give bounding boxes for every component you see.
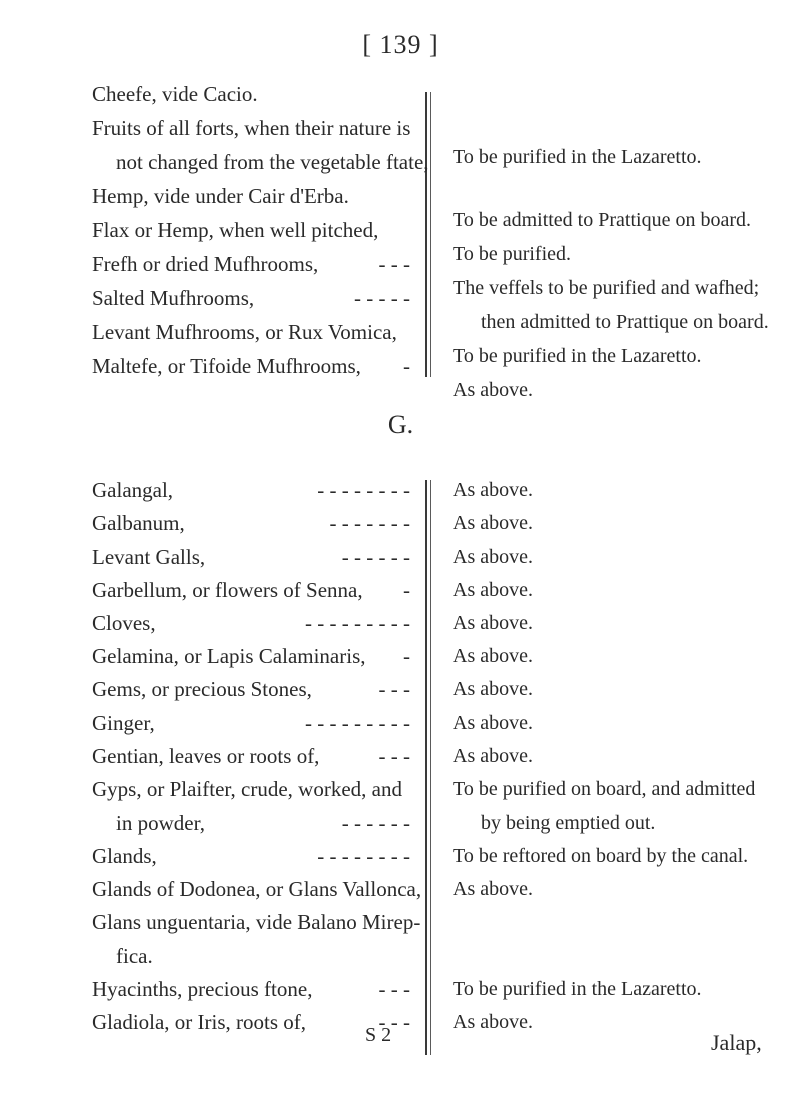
item-entry bbox=[92, 82, 410, 107]
item-entry bbox=[92, 286, 410, 311]
directive-entry: As above. bbox=[453, 1011, 533, 1033]
item-entry bbox=[92, 977, 410, 1002]
item-entry bbox=[92, 218, 410, 243]
leader-dashes: - - - - - - - - bbox=[317, 478, 410, 502]
item-entry bbox=[92, 844, 410, 869]
leader-dashes: - - - bbox=[378, 1010, 410, 1034]
entry-text: Garbellum, or flowers of Senna, bbox=[92, 578, 363, 602]
entry-text: not changed from the vegetable ftate, bbox=[116, 150, 429, 174]
directive-entry: As above. bbox=[453, 712, 533, 734]
directive-entry: As above. bbox=[453, 579, 533, 601]
directive-entry: To be admitted to Prattique on board. bbox=[453, 209, 751, 231]
directive-entry: To be purified. bbox=[453, 243, 572, 265]
entry-text: Levant Galls, bbox=[92, 545, 206, 569]
entry-text: Gladiola, or Iris, roots of, bbox=[92, 1010, 307, 1034]
directive-entry: The veffels to be purified and wafhed; bbox=[453, 277, 760, 299]
item-entry bbox=[92, 578, 410, 603]
entry-text: Hemp, vide under Cair d'Erba. bbox=[92, 184, 349, 208]
entry-text: Cheefe, vide Cacio. bbox=[92, 82, 258, 106]
item-entry bbox=[92, 354, 410, 379]
item-entry bbox=[92, 116, 410, 141]
entry-text: Glans unguentaria, vide Balano Mirep- bbox=[92, 910, 421, 934]
page-number: [ 139 ] bbox=[362, 30, 439, 59]
item-entry bbox=[92, 677, 410, 702]
column-divider-bottom bbox=[425, 480, 427, 1055]
item-entry bbox=[92, 611, 410, 636]
item-entry bbox=[116, 150, 429, 175]
directive-entry: To be purified in the Lazaretto. bbox=[453, 345, 702, 367]
leader-dashes: - bbox=[403, 578, 410, 602]
leader-dashes: - bbox=[403, 644, 410, 668]
directive-entry: As above. bbox=[453, 678, 533, 700]
leader-dashes: - - - - - - bbox=[341, 545, 410, 569]
item-entry bbox=[116, 811, 410, 836]
directive-entry: As above. bbox=[453, 878, 533, 900]
directive-entry: As above. bbox=[453, 512, 533, 534]
directive-entry: As above. bbox=[453, 479, 533, 501]
directive-entry: To be purified on board, and admitted bbox=[453, 778, 756, 800]
leader-dashes: - - - bbox=[378, 252, 410, 276]
entry-text: Frefh or dried Mufhrooms, bbox=[92, 252, 319, 276]
column-divider-bottom-inner bbox=[430, 480, 431, 1055]
directive-entry: then admitted to Prattique on board. bbox=[481, 311, 769, 333]
catchword: Jalap, bbox=[711, 1030, 762, 1055]
item-entry bbox=[92, 545, 410, 570]
entry-text: in powder, bbox=[116, 811, 205, 835]
entry-text: Gyps, or Plaifter, crude, worked, and bbox=[92, 777, 402, 801]
directive-entry: by being emptied out. bbox=[481, 812, 656, 834]
entry-text: Gems, or precious Stones, bbox=[92, 677, 312, 701]
entry-text: Glands, bbox=[92, 844, 157, 868]
directive-entry: As above. bbox=[453, 745, 533, 767]
item-entry bbox=[92, 1010, 410, 1035]
entry-text: Fruits of all forts, when their nature is bbox=[92, 116, 411, 140]
directive-entry: As above. bbox=[453, 379, 533, 401]
directive-entry: To be purified in the Lazaretto. bbox=[453, 146, 702, 168]
entry-text: fica. bbox=[116, 944, 153, 968]
entry-text: Glands of Dodonea, or Glans Vallonca, bbox=[92, 877, 422, 901]
leader-dashes: - - - - - - bbox=[341, 811, 410, 835]
item-entry bbox=[92, 877, 422, 902]
leader-dashes: - - - - - - - bbox=[329, 511, 410, 535]
entry-text: Galangal, bbox=[92, 478, 174, 502]
entry-text: Gentian, leaves or roots of, bbox=[92, 744, 320, 768]
item-entry bbox=[92, 252, 410, 277]
directive-entry: As above. bbox=[453, 546, 533, 568]
leader-dashes: - - - - - - - - - bbox=[305, 711, 410, 735]
item-entry bbox=[92, 511, 410, 536]
entry-text: Gelamina, or Lapis Calaminaris, bbox=[92, 644, 366, 668]
directive-entry: As above. bbox=[453, 645, 533, 667]
leader-dashes: - - - bbox=[378, 677, 410, 701]
column-divider-top bbox=[425, 92, 427, 377]
leader-dashes: - - - - - - - - bbox=[317, 844, 410, 868]
leader-dashes: - - - bbox=[378, 744, 410, 768]
entry-text: Flax or Hemp, when well pitched, bbox=[92, 218, 379, 242]
leader-dashes: - - - bbox=[378, 977, 410, 1001]
column-divider-top-inner bbox=[430, 92, 431, 377]
item-entry bbox=[92, 777, 410, 802]
signature-mark: S 2 bbox=[365, 1024, 392, 1046]
item-entry bbox=[92, 184, 410, 209]
leader-dashes: - - - - - - - - - bbox=[305, 611, 410, 635]
entry-text: Cloves, bbox=[92, 611, 156, 635]
item-entry bbox=[92, 910, 421, 935]
item-entry bbox=[116, 944, 410, 969]
item-entry bbox=[92, 320, 410, 345]
item-entry bbox=[92, 644, 410, 669]
item-entry bbox=[92, 478, 410, 503]
entry-text: Maltefe, or Tifoide Mufhrooms, bbox=[92, 354, 361, 378]
entry-text: Hyacinths, precious ftone, bbox=[92, 977, 313, 1001]
directive-entry: To be purified in the Lazaretto. bbox=[453, 978, 702, 1000]
entry-text: Ginger, bbox=[92, 711, 155, 735]
entry-text: Galbanum, bbox=[92, 511, 185, 535]
entry-text: Levant Mufhrooms, or Rux Vomica, bbox=[92, 320, 397, 344]
directive-entry: To be reftored on board by the canal. bbox=[453, 845, 749, 867]
directive-entry: As above. bbox=[453, 612, 533, 634]
entry-text: Salted Mufhrooms, bbox=[92, 286, 255, 310]
item-entry bbox=[92, 711, 410, 736]
section-letter: G. bbox=[387, 410, 414, 439]
leader-dashes: - bbox=[403, 354, 410, 378]
leader-dashes: - - - - - bbox=[354, 286, 410, 310]
item-entry bbox=[92, 744, 410, 769]
